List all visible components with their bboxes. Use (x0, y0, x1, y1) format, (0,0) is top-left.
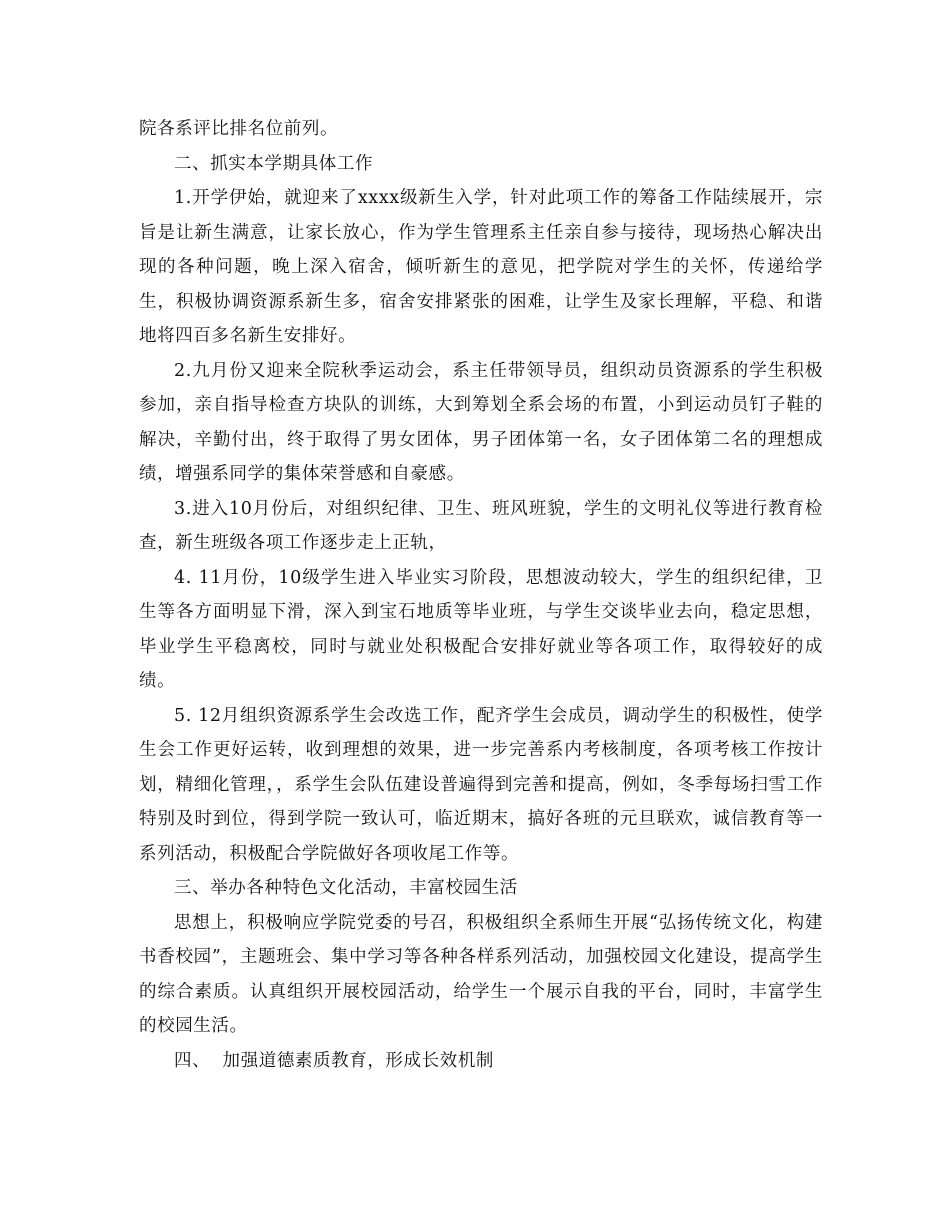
paragraph-item-1: 1.开学伊始，就迎来了xxxx级新生入学，针对此项工作的筹备工作陆续展开，宗旨是让新生满意，让家长放心，作为学生管理系主任亲自参与接待，现场热心解决出现的各种问题，晚上深入宿舍，倾听新生的意见，把学院对学生的关怀，传递给学生，积极协调资源系新生多，宿舍安排紧张的困难，让学生及家长理解，平稳、和谐地将四百多名新生安排好。 (139, 188, 823, 346)
paragraph-item-5: 5. 12月组织资源系学生会改选工作，配齐学生会成员，调动学生的积极性，使学生会工作更好运转，收到理想的效果，进一步完善系内考核制度，各项考核工作按计划，精细化管理，，系学生会队伍建设普遍得到完善和提高，例如，冬季每场扫雪工作特别及时到位，得到学院一致认可，临近期末，搞好各班的元旦联欢，诚信教育等一系列活动，积极配合学院做好各项收尾工作等。 (139, 705, 823, 864)
section-heading-3: 三、举办各种特色文化活动，丰富校园生活 (174, 878, 518, 898)
section-heading-2: 二、抓实本学期具体工作 (174, 153, 374, 174)
section-heading-4: 四、 加强道德素质教育，形成长效机制 (174, 1050, 495, 1071)
paragraph-culture: 思想上，积极响应学院党委的号召，积极组织全系师生开展“弘扬传统文化，构建书香校园”，主题班会、集中学习等各种各样系列活动，加强校园文化建设，提高学生的综合素质。认真组织开展校园活动，给学生一个展示自我的平台，同时，丰富学生的校园生活。 (139, 912, 823, 1036)
paragraph-item-3: 3.进入10月份后，对组织纪律、卫生、班风班貌，学生的文明礼仪等进行教育检查，新生班级各项工作逐步走上正轨， (139, 498, 823, 553)
paragraph-item-4: 4. 11月份，10级学生进入毕业实习阶段，思想波动较大，学生的组织纪律，卫生等各方面明显下滑，深入到宝石地质等毕业班，与学生交谈毕业去向，稳定思想，毕业学生平稳离校，同时与就业处积极配合安排好就业等各项工作，取得较好的成绩。 (139, 567, 823, 691)
paragraph-item-2: 2.九月份又迎来全院秋季运动会，系主任带领导员，组织动员资源系的学生积极参加，亲自指导检查方块队的训练，大到筹划全系会场的布置，小到运动员钉子鞋的解决，辛勤付出，终于取得了男女团体，男子团体第一名，女子团体第二名的理想成绩，增强系同学的集体荣誉感和自豪感。 (139, 360, 823, 484)
document-body (139, 112, 823, 1078)
paragraph-continuation: 院各系评比排名位前列。 (139, 119, 339, 139)
